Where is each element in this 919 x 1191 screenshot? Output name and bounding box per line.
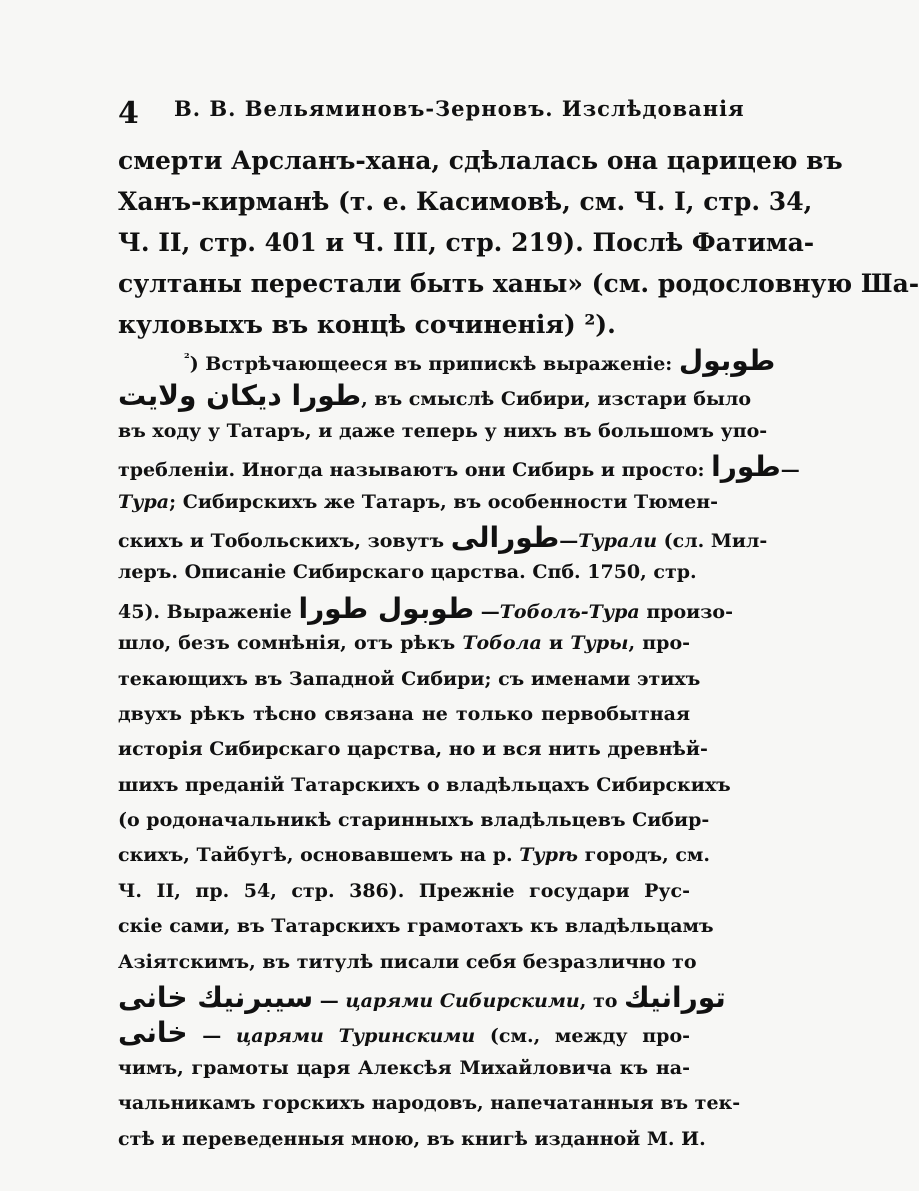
- footnote: [118, 343, 800, 1157]
- main-text-line: смерти Арсланъ-хана, сдѣлалась она царицею въ: [118, 146, 843, 175]
- footnote-line: (о родоначальникѣ старинныхъ владѣльцевъ Сибир-: [118, 809, 710, 832]
- main-text-line: Ханъ-кирманѣ (т. е. Касимовѣ, см. Ч. I, стр. 34,: [118, 187, 813, 216]
- footnote-line: двухъ рѣкъ тѣсно связана не только первобытная: [118, 702, 690, 725]
- footnote-line: [118, 980, 726, 1015]
- italic-term: Тура: [118, 490, 170, 513]
- arabic-text: طوبول طورا: [298, 591, 475, 625]
- footnote-text: (сл. Мил-: [657, 529, 768, 552]
- arabic-text: سيبرنيك خانى: [118, 981, 314, 1015]
- arabic-text: طورالى: [450, 520, 560, 554]
- footnote-dash: —: [559, 529, 579, 552]
- footnote-line: стѣ и переведенныя мною, въ книгѣ изданной М. И.: [118, 1127, 706, 1150]
- running-head: В. В. Вельяминовъ-Зерновъ. Изслѣдованія: [174, 96, 745, 121]
- footnote-line: Азіятскимъ, въ титулѣ писали себя безразлично то: [118, 950, 697, 973]
- footnote-text: 45). Выраженіе: [118, 600, 299, 623]
- footnote-line: Ч. II, пр. 54, стр. 386). Прежніе государи Рус-: [118, 879, 690, 902]
- arabic-text: تورانيك: [624, 981, 726, 1015]
- italic-term: Тоболъ-Тура: [499, 600, 640, 623]
- italic-term: Туры: [570, 632, 629, 655]
- page-header: [118, 96, 745, 132]
- footnote-dash: —: [313, 990, 346, 1013]
- footnote-line: исторія Сибирскаго царства, но и вся нить древнѣй-: [118, 738, 708, 761]
- main-text-line: Ч. II, стр. 401 и Ч. III, стр. 219). Послѣ Фатима-: [118, 228, 815, 257]
- footnote-line: [118, 485, 719, 520]
- footnote-text: , про-: [628, 632, 691, 655]
- footnote-line: [118, 838, 711, 873]
- main-text-line: султаны перестали быть ханы» (см. родословную Ша-: [118, 269, 919, 298]
- footnote-text: шло, безъ сомнѣнія, отъ рѣкъ: [118, 632, 463, 655]
- footnote-line: скіе сами, въ Татарскихъ грамотахъ къ владѣльцамъ: [118, 915, 714, 938]
- italic-term: царями Туринскими: [236, 1025, 476, 1048]
- footnote-text: скихъ и Тобольскихъ, зовутъ: [118, 529, 451, 552]
- main-text-line: куловыхъ въ концѣ сочиненія) ²).: [118, 310, 616, 339]
- italic-term: Турѣ: [519, 844, 578, 867]
- footnote-text: (см., между про-: [475, 1025, 690, 1048]
- footnote-line: [118, 626, 690, 661]
- footnote-text: произо-: [639, 600, 733, 623]
- arabic-text: خانى: [118, 1016, 188, 1050]
- footnote-line: [118, 591, 733, 626]
- footnote-dash: —: [780, 459, 800, 482]
- footnote-text: городъ, см.: [577, 844, 711, 867]
- footnote-text: , въ смыслѣ Сибири, изстари было: [361, 388, 752, 411]
- italic-term: Турали: [578, 529, 658, 552]
- arabic-text: طوبول: [678, 344, 776, 377]
- footnote-line: [118, 1015, 690, 1050]
- footnote-text: ; Сибирскихъ же Татаръ, въ особенности Тюмен-: [169, 490, 719, 513]
- footnote-marker: ²: [184, 351, 190, 367]
- footnote-line: [118, 449, 800, 484]
- footnote-line: леръ. Описаніе Сибирскаго царства. Спб. 1750, стр.: [118, 561, 697, 584]
- footnote-line: [118, 378, 752, 413]
- footnote-text: и: [541, 632, 571, 655]
- footnote-line: чимъ, грамоты царя Алексѣя Михайловича къ на-: [118, 1056, 690, 1079]
- footnote-text: требленіи. Иногда называютъ они Сибирь и просто:: [118, 459, 712, 482]
- footnote-text: скихъ, Тайбугѣ, основавшемъ на р.: [118, 844, 520, 867]
- page-number: 4: [118, 96, 139, 131]
- footnote-line: шихъ преданій Татарскихъ о владѣльцахъ Сибирскихъ: [118, 773, 731, 796]
- arabic-text: طورا: [711, 450, 781, 484]
- footnote-text: ) Встрѣчающееся въ припискѣ выраженіе:: [189, 353, 679, 375]
- italic-term: царями Сибирскими: [345, 990, 580, 1013]
- main-text: [118, 140, 919, 345]
- footnote-dash: —: [187, 1025, 237, 1048]
- footnote-dash: —: [474, 600, 500, 623]
- footnote-line: [118, 520, 768, 555]
- italic-term: Тобола: [462, 632, 542, 655]
- footnote-line: въ ходу у Татаръ, и даже теперь у нихъ въ большомъ упо-: [118, 419, 768, 442]
- footnote-text: , то: [579, 990, 625, 1013]
- footnote-line: [118, 343, 776, 378]
- arabic-text: طورا دیکان ولایت: [118, 379, 362, 413]
- footnote-line: чальникамъ горскихъ народовъ, напечатанныя въ тек-: [118, 1092, 741, 1115]
- footnote-line: текающихъ въ Западной Сибири; съ именами этихъ: [118, 667, 701, 690]
